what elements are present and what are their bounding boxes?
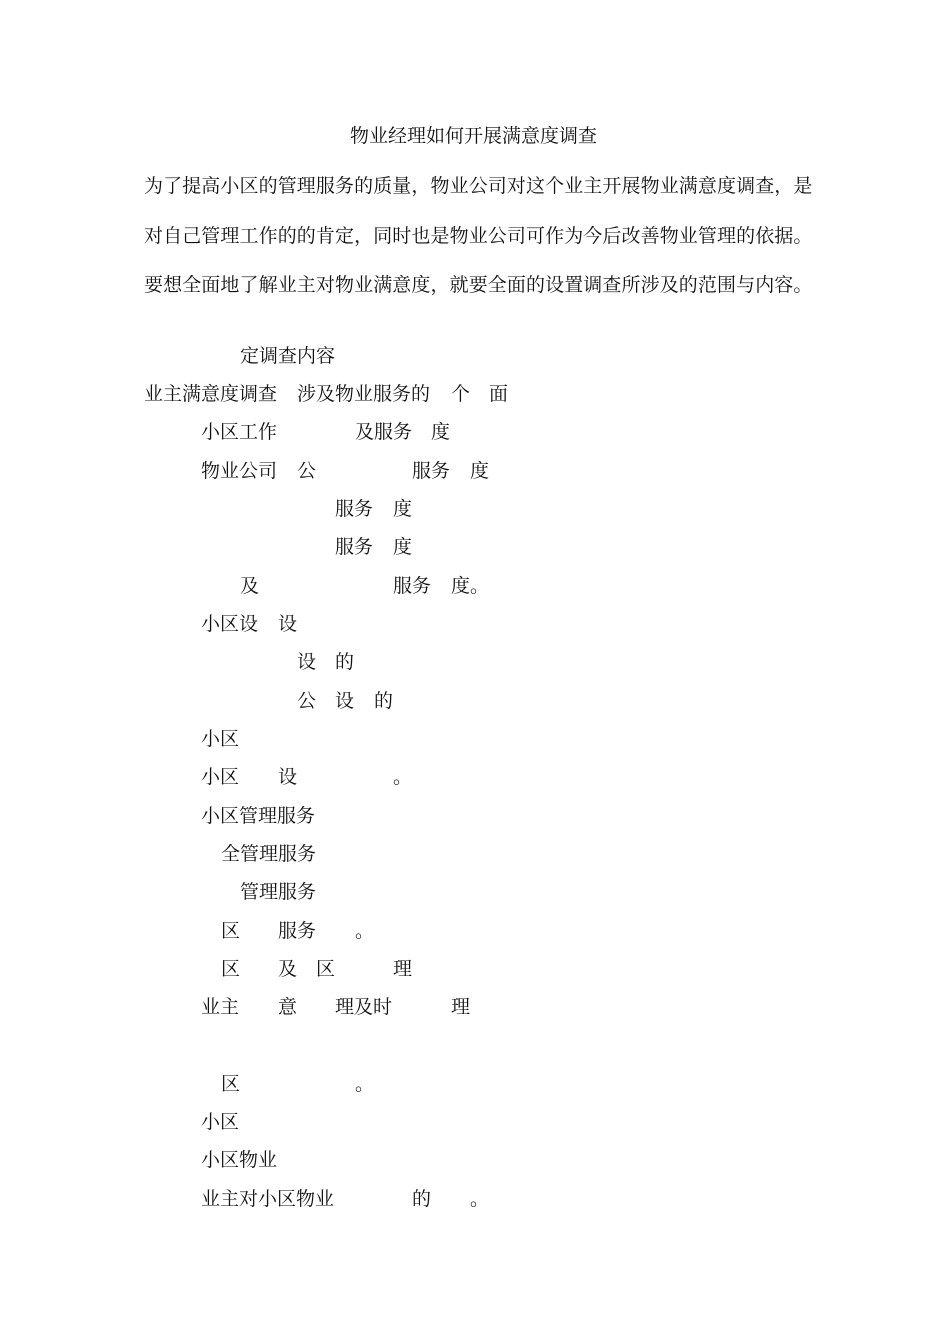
outline-fragment: 的 bbox=[335, 651, 355, 673]
outline-fragment: 区 bbox=[316, 958, 336, 980]
outline-fragment: 设 bbox=[278, 766, 298, 788]
outline-fragment: 的 bbox=[374, 690, 394, 712]
outline-fragment: 。 bbox=[393, 766, 413, 788]
outline-fragment: 小区 bbox=[201, 766, 240, 788]
outline-fragment: 区 bbox=[221, 1073, 241, 1095]
outline-fragment: 及 bbox=[240, 575, 260, 597]
outline-fragment: 度 bbox=[431, 421, 451, 443]
outline-fragment: 度 bbox=[393, 498, 413, 520]
outline-fragment: 全管理服务 bbox=[221, 843, 317, 865]
outline-fragment: 小区工作 bbox=[201, 421, 278, 443]
outline-fragment: 理 bbox=[393, 958, 413, 980]
outline-fragment: 面 bbox=[489, 383, 509, 405]
section-heading: 定调查内容 bbox=[240, 345, 336, 367]
outline-fragment: 度 bbox=[393, 536, 413, 558]
outline-fragment: 度。 bbox=[451, 575, 490, 597]
outline-fragment: 小区 bbox=[201, 728, 240, 750]
outline-fragment: 小区 bbox=[201, 1111, 240, 1133]
outline-fragment: 。 bbox=[355, 1073, 375, 1095]
outline-fragment: 度 bbox=[470, 460, 490, 482]
outline-fragment: 区 bbox=[221, 958, 241, 980]
document-title: 物业经理如何开展满意度调查 bbox=[350, 125, 598, 147]
outline-fragment: 业主 bbox=[201, 996, 240, 1018]
outline-fragment: 。 bbox=[470, 1188, 490, 1210]
outline-fragment: 管理服务 bbox=[240, 881, 317, 903]
outline-fragment: 服务 bbox=[278, 920, 317, 942]
outline-fragment: 理及时 bbox=[335, 996, 393, 1018]
paragraph-line: 对自己管理工作的的肯定，同时也是物业公司可作为今后改善物业管理的依据。 bbox=[144, 225, 813, 247]
outline-fragment: 服务 bbox=[335, 498, 374, 520]
outline-fragment: 业主满意度调查 bbox=[144, 383, 278, 405]
outline-fragment: 公 bbox=[297, 690, 317, 712]
outline-fragment: 服务 bbox=[412, 460, 451, 482]
outline-fragment: 及服务 bbox=[355, 421, 413, 443]
outline-fragment: 设 bbox=[278, 613, 298, 635]
outline-fragment: 个 bbox=[451, 383, 471, 405]
outline-fragment: 理 bbox=[451, 996, 471, 1018]
paragraph-line: 要想全面地了解业主对物业满意度，就要全面的设置调查所涉及的范围与内容。 bbox=[144, 274, 813, 296]
outline-fragment: 及 bbox=[278, 958, 298, 980]
paragraph-line: 为了提高小区的管理服务的质量，物业公司对这个业主开展物业满意度调查，是 bbox=[144, 175, 813, 197]
outline-fragment: 公 bbox=[297, 460, 317, 482]
outline-fragment: 业主对小区物业 bbox=[201, 1188, 335, 1210]
outline-fragment: 小区设 bbox=[201, 613, 259, 635]
outline-fragment: 涉及物业服务的 bbox=[297, 383, 431, 405]
outline-fragment: 小区物业 bbox=[201, 1149, 278, 1171]
outline-fragment: 服务 bbox=[335, 536, 374, 558]
outline-fragment: 物业公司 bbox=[201, 460, 278, 482]
outline-fragment: 服务 bbox=[393, 575, 432, 597]
outline-fragment: 。 bbox=[355, 920, 375, 942]
outline-fragment: 区 bbox=[221, 920, 241, 942]
outline-fragment: 意 bbox=[278, 996, 298, 1018]
outline-fragment: 的 bbox=[412, 1188, 432, 1210]
outline-fragment: 小区管理服务 bbox=[201, 805, 316, 827]
outline-fragment: 设 bbox=[297, 651, 317, 673]
outline-fragment: 设 bbox=[335, 690, 355, 712]
